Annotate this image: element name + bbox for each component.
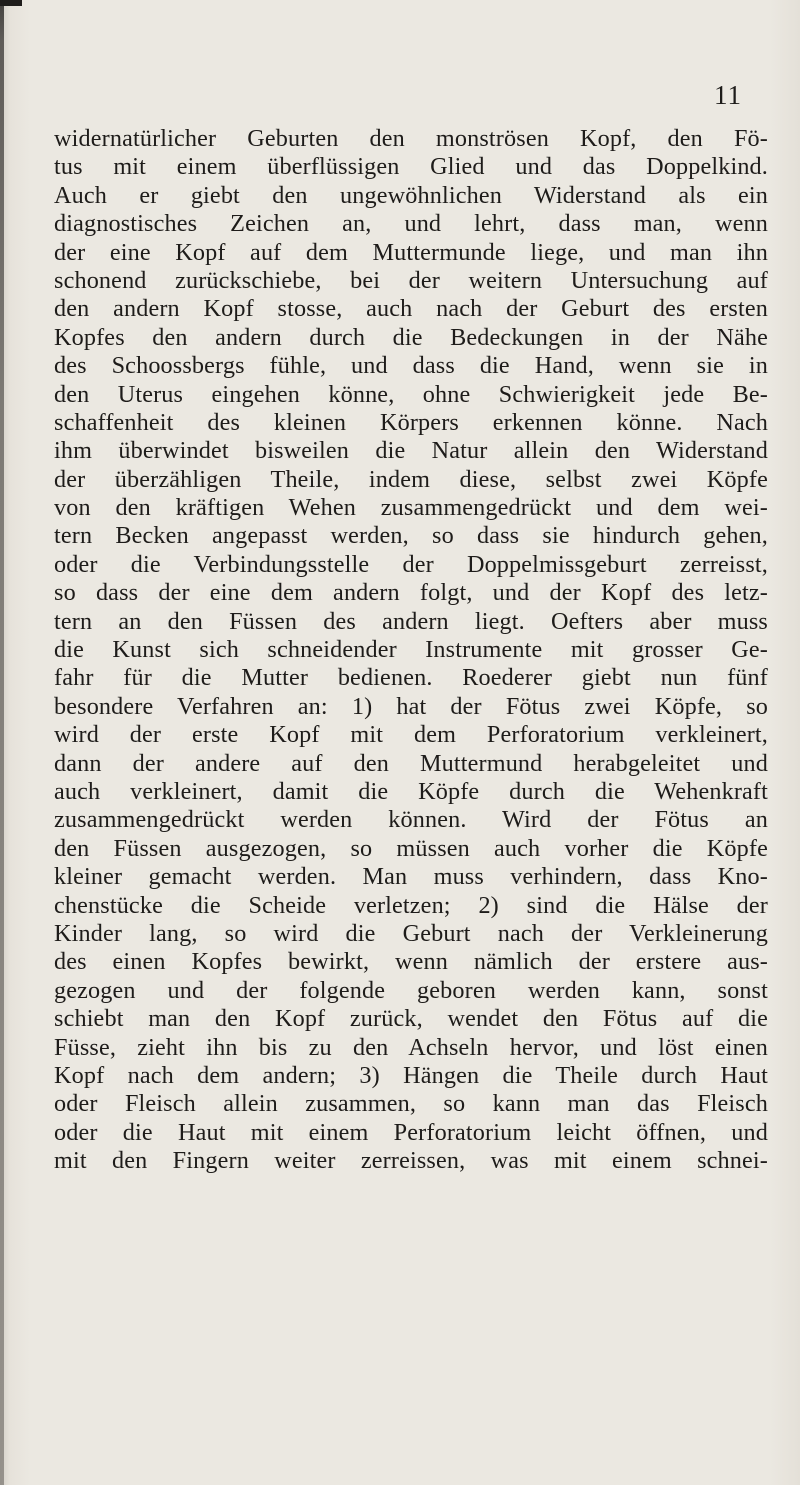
scan-corner-shadow: [0, 0, 22, 6]
text-line: wird der erste Kopf mit dem Perforatorium verkleinert,: [54, 721, 768, 749]
text-line: der eine Kopf auf dem Muttermunde liege, und man ihn: [54, 238, 768, 266]
text-line: des einen Kopfes bewirkt, wenn nämlich der erstere aus-: [54, 948, 768, 976]
page-number: 11: [714, 80, 742, 110]
text-line: besondere Verfahren an: 1) hat der Fötus zwei Köpfe, so: [54, 692, 768, 720]
text-line: gezogen und der folgende geboren werden kann, sonst: [54, 976, 768, 1004]
text-line: oder Fleisch allein zusammen, so kann man das Fleisch: [54, 1090, 768, 1118]
text-line: so dass der eine dem andern folgt, und der Kopf des letz-: [54, 579, 768, 607]
text-line: tus mit einem überflüssigen Glied und das Doppelkind.: [54, 153, 768, 181]
text-line: den Füssen ausgezogen, so müssen auch vorher die Köpfe: [54, 834, 768, 862]
text-line: den andern Kopf stosse, auch nach der Geburt des ersten: [54, 295, 768, 323]
text-line: Auch er giebt den ungewöhnlichen Widerstand als ein: [54, 181, 768, 209]
text-line: ihm überwindet bisweilen die Natur allein den Widerstand: [54, 437, 768, 465]
text-line: oder die Haut mit einem Perforatorium leicht öffnen, und: [54, 1118, 768, 1146]
text-line: tern an den Füssen des andern liegt. Oefters aber muss: [54, 607, 768, 635]
text-line: auch verkleinert, damit die Köpfe durch die Wehenkraft: [54, 777, 768, 805]
text-line: Kopfes den andern durch die Bedeckungen in der Nähe: [54, 323, 768, 351]
text-line: tern Becken angepasst werden, so dass sie hindurch gehen,: [54, 522, 768, 550]
text-line: mit den Fingern weiter zerreissen, was mit einem schnei-: [54, 1147, 768, 1175]
text-line: widernatürlicher Geburten den monströsen Kopf, den Fö-: [54, 125, 768, 152]
text-line: Füsse, zieht ihn bis zu den Achseln hervor, und löst einen: [54, 1033, 768, 1061]
text-line: kleiner gemacht werden. Man muss verhindern, dass Kno-: [54, 863, 768, 891]
text-line: von den kräftigen Wehen zusammengedrückt und dem wei-: [54, 494, 768, 522]
binding-edge: [0, 0, 4, 1485]
text-line: schiebt man den Kopf zurück, wendet den Fötus auf die: [54, 1005, 768, 1033]
text-line: Kopf nach dem andern; 3) Hängen die Theile durch Haut: [54, 1061, 768, 1089]
text-line: zusammengedrückt werden können. Wird der Fötus an: [54, 806, 768, 834]
text-line: chenstücke die Scheide verletzen; 2) sind die Hälse der: [54, 891, 768, 919]
text-line: der überzähligen Theile, indem diese, selbst zwei Köpfe: [54, 465, 768, 493]
text-line: dann der andere auf den Muttermund herabgeleitet und: [54, 749, 768, 777]
body-text: [54, 125, 768, 1175]
text-line: schonend zurückschiebe, bei der weitern Untersuchung auf: [54, 266, 768, 294]
text-line: oder die Verbindungsstelle der Doppelmissgeburt zerreisst,: [54, 550, 768, 578]
text-line: fahr für die Mutter bedienen. Roederer giebt nun fünf: [54, 664, 768, 692]
text-line: Kinder lang, so wird die Geburt nach der Verkleinerung: [54, 919, 768, 947]
text-line: schaffenheit des kleinen Körpers erkennen könne. Nach: [54, 408, 768, 436]
text-line: die Kunst sich schneidender Instrumente mit grosser Ge-: [54, 636, 768, 664]
text-line: den Uterus eingehen könne, ohne Schwierigkeit jede Be-: [54, 380, 768, 408]
text-line: des Schoossbergs fühle, und dass die Hand, wenn sie in: [54, 352, 768, 380]
text-line: diagnostisches Zeichen an, und lehrt, dass man, wenn: [54, 210, 768, 238]
